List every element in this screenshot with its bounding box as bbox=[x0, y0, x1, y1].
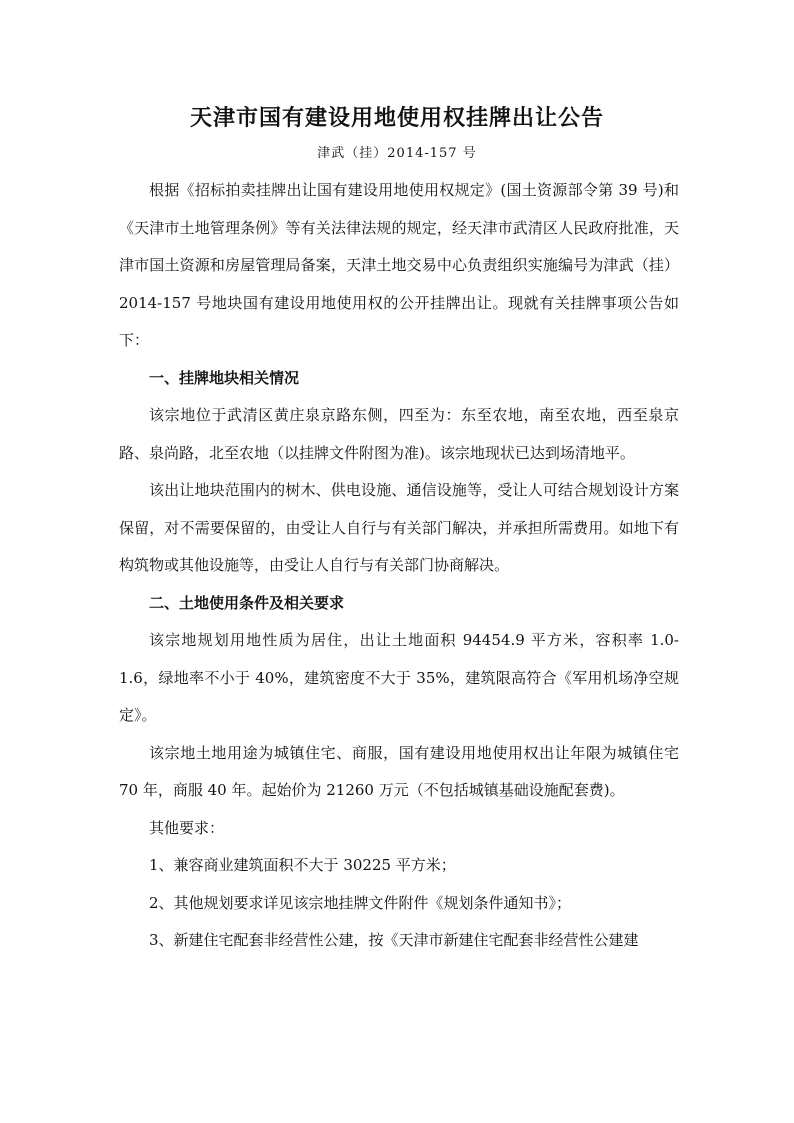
section-heading-parcel-info: 一、挂牌地块相关情况 bbox=[149, 368, 300, 387]
section-heading-land-use: 二、土地使用条件及相关要求 bbox=[149, 593, 345, 612]
land-use-term-paragraph: 该宗地土地用途为城镇住宅、商服，国有建设用地使用权出让年限为城镇住宅 70 年，商服 40 年。起始价为 21260 万元（不包括城镇基础设施配套费)。 bbox=[119, 743, 679, 799]
other-requirements-label: 其他要求： bbox=[149, 818, 225, 837]
land-planning-paragraph: 该宗地规划用地性质为居住，出让土地面积 94454.9 平方米，容积率 1.0-1.6，绿地率不小于 40%，建筑密度不大于 35%，建筑限高符合《军用机场净空规定》。 bbox=[119, 631, 679, 724]
requirement-item: 1、兼容商业建筑面积不大于 30225 平方米； bbox=[149, 856, 456, 874]
parcel-location-paragraph: 该宗地位于武清区黄庄泉京路东侧，四至为：东至农地，南至农地，西至泉京路、泉尚路，北至农地（以挂牌文件附图为准)。该宗地现状已达到场清地平。 bbox=[119, 406, 679, 462]
parcel-facilities-paragraph: 该出让地块范围内的树木、供电设施、通信设施等，受让人可结合规划设计方案保留，对不需要保留的，由受让人自行与有关部门解决，并承担所需费用。如地下有构筑物或其他设施等，由受让人自行与有关部门协商解决。 bbox=[119, 481, 679, 574]
document-number: 津武（挂）2014-157 号 bbox=[317, 146, 477, 161]
requirement-item: 2、其他规划要求详见该宗地挂牌文件附件《规划条件通知书》； bbox=[149, 893, 572, 912]
page-title: 天津市国有建设用地使用权挂牌出让公告 bbox=[189, 105, 604, 131]
document-body bbox=[119, 172, 679, 960]
intro-paragraph: 根据《招标拍卖挂牌出让国有建设用地使用权规定》(国土资源部令第 39 号)和《天津市土地管理条例》等有关法律法规的规定，经天津市武清区人民政府批准，天津市国土资源和房屋管理局备案，天津土地交易中心负责组织实施编号为津武（挂）2014-157 号地块国有建设用地使用权的公开挂牌出让。现就有关挂牌事项公告如下： bbox=[119, 181, 679, 349]
requirement-item: 3、新建住宅配套非经营性公建，按《天津市新建住宅配套非经营性公建建 bbox=[149, 931, 639, 949]
